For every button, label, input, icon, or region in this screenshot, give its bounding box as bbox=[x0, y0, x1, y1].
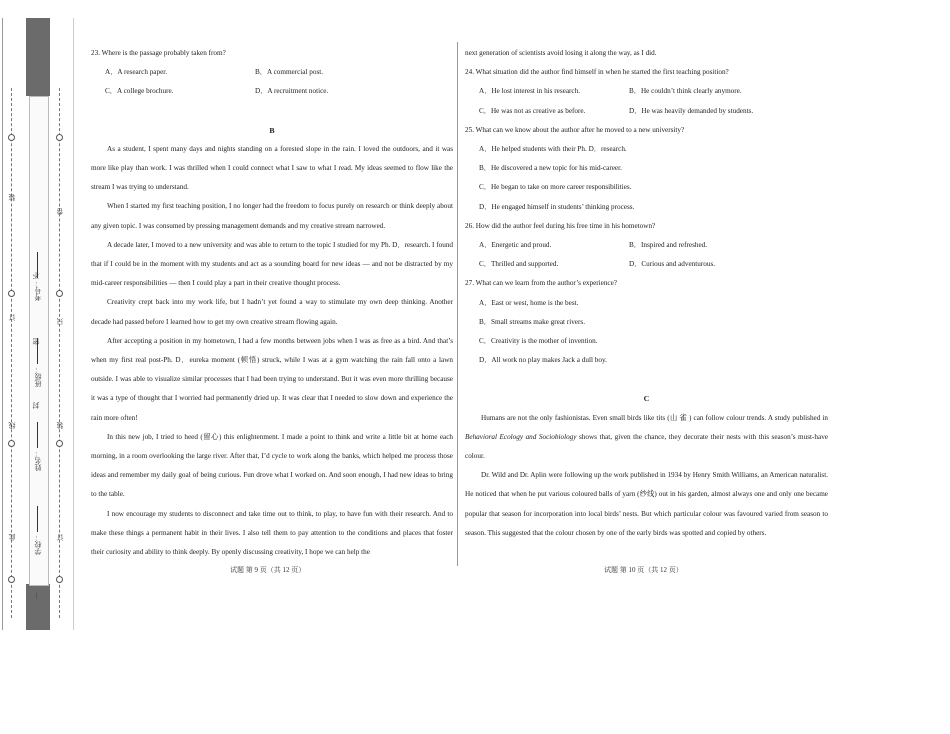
binding-hole bbox=[56, 134, 63, 141]
question-24-option-c: C．He was not as creative as before. bbox=[479, 106, 586, 115]
question-26-option-c: C．Thrilled and supported. bbox=[479, 260, 559, 269]
binding-hole bbox=[8, 440, 15, 447]
seal-word: 装 bbox=[56, 422, 64, 429]
passage-b-paragraph: After accepting a position in my hometown, I had a few months between jobs when I was as free as a bird. And that’s when my first real post-Ph. D．eureka moment (顿悟) struck, while I was at a gym watching the rain fall onto a lawn outside. I was able to visualize similar processes that I had been trying to understand. But it was even more thrilling because it was a type of thought that I worried had permanently dried up. It was clear that I needed to slow down and experience the rain more often! bbox=[91, 336, 453, 422]
passage-c-paragraph: Dr. Wild and Dr. Aplin were following up the work published in 1934 by Henry Smith Williams, an American naturalist. He noticed that when he put various coloured balls of yarn (纱线) out in his garden, almost always one and only one became popular that season for incorporation into local birds’ nests. But which particular colour was favoured varied from season to season. This suggested that the colour chosen by one of the early birds was spotted and copied by others. bbox=[465, 471, 828, 537]
seal-word: 封 bbox=[32, 402, 40, 409]
passage-c-paragraph: Humans are not the only fashionistas. Even small birds like tits (山 雀 ) can follow colour trends. A study published in Behavioral Ecology and Sociobiology shows that, given the chance, they decorate their nests with this season’s must-have colour. bbox=[465, 413, 828, 461]
question-25-option-a: A．He helped students with their Ph. D．research. bbox=[479, 145, 627, 154]
question-24-options-row bbox=[465, 102, 828, 121]
question-24-option-d: D．He was heavily demanded by students. bbox=[629, 106, 754, 115]
seal-word: 订 bbox=[8, 314, 16, 321]
page-9-column bbox=[91, 44, 453, 562]
question-25-stem: 25. What can we know about the author after he moved to a new university? bbox=[465, 125, 685, 134]
journal-title: Behavioral Ecology and Sociobiology bbox=[465, 432, 577, 441]
passage-b-paragraph: I now encourage my students to disconnect and take time out to think, to play, to have fun with their research. And to make these things a permanent habit in their lives. I also tell them to pay attention to the conditions and places that foster their curiosity and ability to think deeply. By openly discussing creativity, I hope we can help the bbox=[91, 509, 453, 557]
question-26-option-d: D．Curious and adventurous. bbox=[629, 260, 716, 269]
passage-b-continuation: next generation of scientists avoid losing it along the way, as I did. bbox=[465, 49, 657, 57]
seal-word: 密 bbox=[32, 338, 40, 345]
question-27-stem: 27. What can we learn from the author’s experience? bbox=[465, 279, 618, 288]
seal-word: 订 bbox=[56, 534, 64, 541]
binding-hole bbox=[56, 576, 63, 583]
exam-number-label: 考号： bbox=[33, 252, 43, 301]
question-27-option-c: C．Creativity is the mother of invention. bbox=[479, 337, 598, 346]
binding-hole bbox=[56, 440, 63, 447]
passage-b-paragraph: In this new job, I tried to heed (留心) this enlightenment. I made a point to think and write a little bit at home each morning, in a room overlooking the large river. After that, I’d cycle to work along the banks, which helped me process those ideas and remember my daily goal of being curious. Fun drove what I worked on. And soon enough, I had new ideas to bring to the table. bbox=[91, 432, 453, 499]
question-24-option-a: A．He lost interest in his research. bbox=[479, 87, 580, 96]
column-divider bbox=[457, 42, 458, 566]
binding-hole bbox=[8, 134, 15, 141]
question-23-option-a: A．A research paper. bbox=[105, 68, 168, 77]
binding-hole bbox=[56, 290, 63, 297]
section-c-heading: C bbox=[643, 394, 650, 404]
question-26-options-row bbox=[465, 255, 828, 274]
question-24-option-b: B．He couldn’t think clearly anymore. bbox=[629, 87, 742, 96]
binding-hole bbox=[8, 576, 15, 583]
question-23-option-b: B．A commercial post. bbox=[255, 68, 324, 77]
question-27-option-a: A．East or west, home is the best. bbox=[479, 298, 579, 307]
question-23-option-c: C．A college brochure. bbox=[105, 87, 174, 96]
seal-word: 线 bbox=[8, 422, 16, 429]
question-25-option-c: C．He began to take on more career responsibilities. bbox=[479, 183, 632, 192]
page-10-footer: 试题 第 10 页（共 12 页） bbox=[604, 566, 683, 574]
question-27-option-b: B．Small streams make great rivers. bbox=[479, 317, 585, 326]
seal-word: 只 bbox=[56, 318, 64, 325]
question-26-options-row bbox=[465, 236, 828, 255]
name-label: 姓名： bbox=[33, 422, 43, 471]
question-23-option-d: D．A recruitment notice. bbox=[255, 87, 329, 96]
question-23-options-row bbox=[91, 82, 453, 101]
seal-word: 卷 bbox=[56, 208, 64, 215]
question-24-stem: 24. What situation did the author find himself in when he started the first teaching position? bbox=[465, 68, 729, 77]
binding-hole bbox=[8, 290, 15, 297]
passage-b-paragraph: Creativity crept back into my work life, but I hadn’t yet found a way to stimulate my own deep thinking. Another decade had passed before I learned how to get my own creative stream flowing again. bbox=[91, 298, 453, 326]
binding-dots: … bbox=[31, 592, 39, 599]
binding-margin bbox=[2, 18, 72, 630]
question-26-option-b: B．Inspired and refreshed. bbox=[629, 241, 708, 250]
seal-word: 此 bbox=[8, 534, 16, 541]
seal-word: 装 bbox=[8, 194, 16, 201]
seal-word: 不 bbox=[32, 272, 40, 279]
question-24-options-row bbox=[465, 82, 828, 101]
question-25-option-b: B．He discovered a new topic for his mid-career. bbox=[479, 164, 622, 173]
class-label: 班级： bbox=[33, 338, 43, 387]
passage-b-paragraph: As a student, I spent many days and nights standing on a forested slope in the rain. I loved the outdoors, and it was more like play than work. I was thrilled when I could connect what I saw to what I read. My ideas seemed to flow like the stream I was trying to understand. bbox=[91, 144, 453, 192]
passage-b-paragraph: A decade later, I moved to a new university and was able to return to the topic I studied for my Ph. D．research. I found that if I could be in the moment with my students and act as a sounding board for new ideas — and not be distracted by my mid-career responsibilities — then I could play a part in their creative thought process. bbox=[91, 240, 454, 288]
page-10-column bbox=[465, 44, 828, 543]
passage-b-paragraph: When I started my first teaching position, I no longer had the freedom to focus purely on research or think deeply about any given topic. I was consumed by pressing management demands and my creative stream narrowed. bbox=[91, 202, 453, 230]
binding-top-bar bbox=[26, 18, 50, 96]
section-b-heading: B bbox=[269, 125, 275, 135]
question-26-stem: 26. How did the author feel during his free time in his hometown? bbox=[465, 221, 656, 230]
question-23-stem: 23. Where is the passage probably taken from? bbox=[91, 49, 226, 57]
question-23-options-row bbox=[91, 63, 453, 82]
binding-bottom-bar bbox=[26, 584, 50, 630]
page-9-footer: 试题 第 9 页（共 12 页） bbox=[230, 566, 306, 574]
school-label: 学校： bbox=[33, 506, 43, 555]
question-25-option-d: D．He engaged himself in students’ thinking process. bbox=[479, 202, 635, 211]
question-27-option-d: D．All work no play makes Jack a dull boy. bbox=[479, 356, 607, 365]
question-26-option-a: A．Energetic and proud. bbox=[479, 241, 552, 250]
